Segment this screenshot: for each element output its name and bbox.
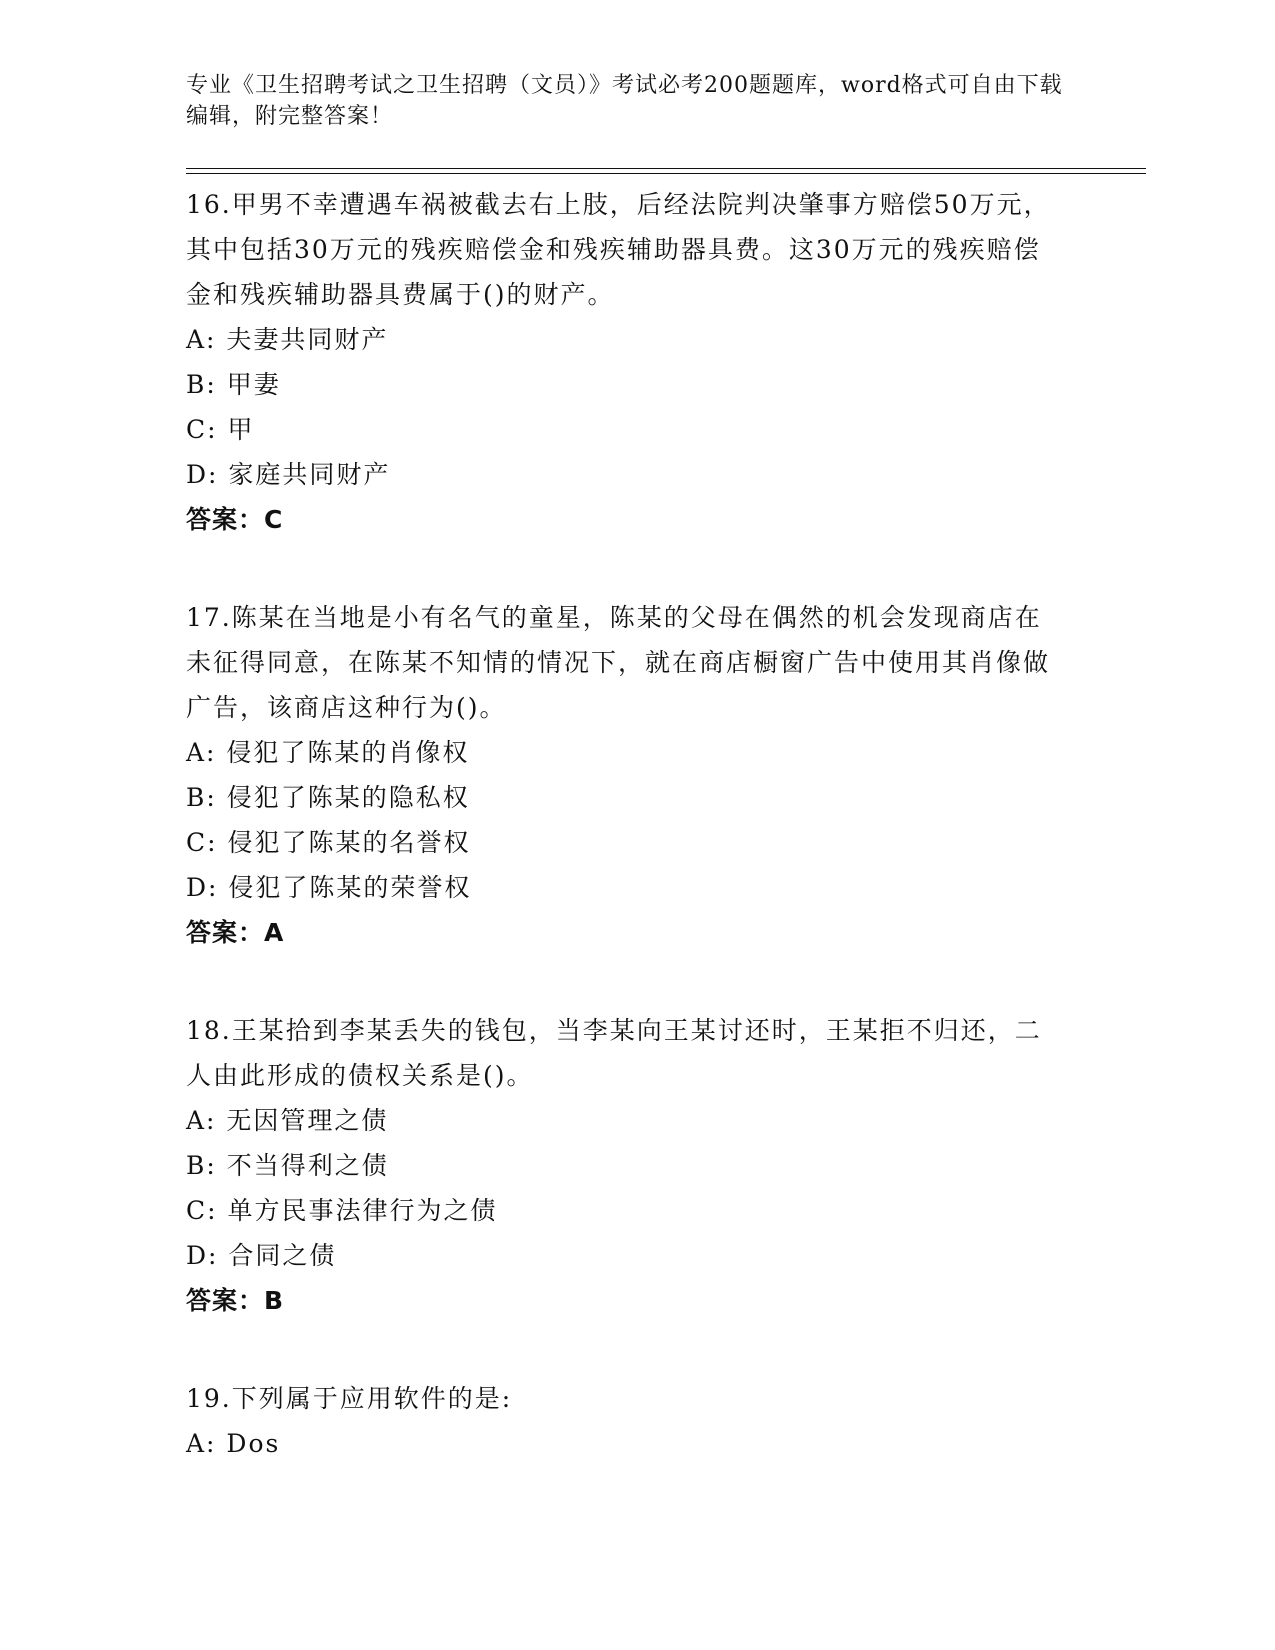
question-text: 16.甲男不幸遭遇车祸被截去右上肢，后经法院判决肇事方赔偿50万元，其中包括30万元的残疾赔偿金和残疾辅助器具费。这30万元的残疾赔偿金和残疾辅助器具费属于()的财产。 — [186, 190, 1051, 309]
answer: 答案：A — [186, 918, 285, 947]
option-a: A: 夫妻共同财产 — [186, 325, 389, 354]
document-header: 专业《卫生招聘考试之卫生招聘（文员）》考试必考200题题库，word格式可自由下载编辑，附完整答案！ — [186, 73, 1063, 129]
option-c: C: 单方民事法律行为之债 — [186, 1196, 498, 1225]
question-17 — [186, 595, 1146, 955]
option-b: B: 不当得利之债 — [186, 1151, 389, 1180]
question-text: 19.下列属于应用软件的是: — [186, 1384, 513, 1413]
option-c: C: 侵犯了陈某的名誉权 — [186, 828, 471, 857]
document-page — [186, 70, 1146, 1466]
question-16 — [186, 182, 1146, 542]
option-c: C: 甲 — [186, 415, 255, 444]
answer: 答案：C — [186, 505, 284, 534]
option-b: B: 甲妻 — [186, 370, 281, 399]
header-divider — [186, 168, 1146, 174]
question-text: 17.陈某在当地是小有名气的童星，陈某的父母在偶然的机会发现商店在未征得同意，在陈某不知情的情况下，就在商店橱窗广告中使用其肖像做广告，该商店这种行为()。 — [186, 603, 1051, 722]
option-d: D: 侵犯了陈某的荣誉权 — [186, 873, 472, 902]
option-a: A: 侵犯了陈某的肖像权 — [186, 738, 470, 767]
answer: 答案：B — [186, 1286, 285, 1315]
option-d: D: 家庭共同财产 — [186, 460, 391, 489]
option-a: A: 无因管理之债 — [186, 1106, 389, 1135]
question-19 — [186, 1376, 1146, 1466]
question-text: 18.王某拾到李某丢失的钱包，当李某向王某讨还时，王某拒不归还，二人由此形成的债权关系是()。 — [186, 1016, 1042, 1090]
option-d: D: 合同之债 — [186, 1241, 337, 1270]
option-a: A: Dos — [186, 1429, 281, 1458]
option-b: B: 侵犯了陈某的隐私权 — [186, 783, 470, 812]
question-18 — [186, 1008, 1146, 1323]
